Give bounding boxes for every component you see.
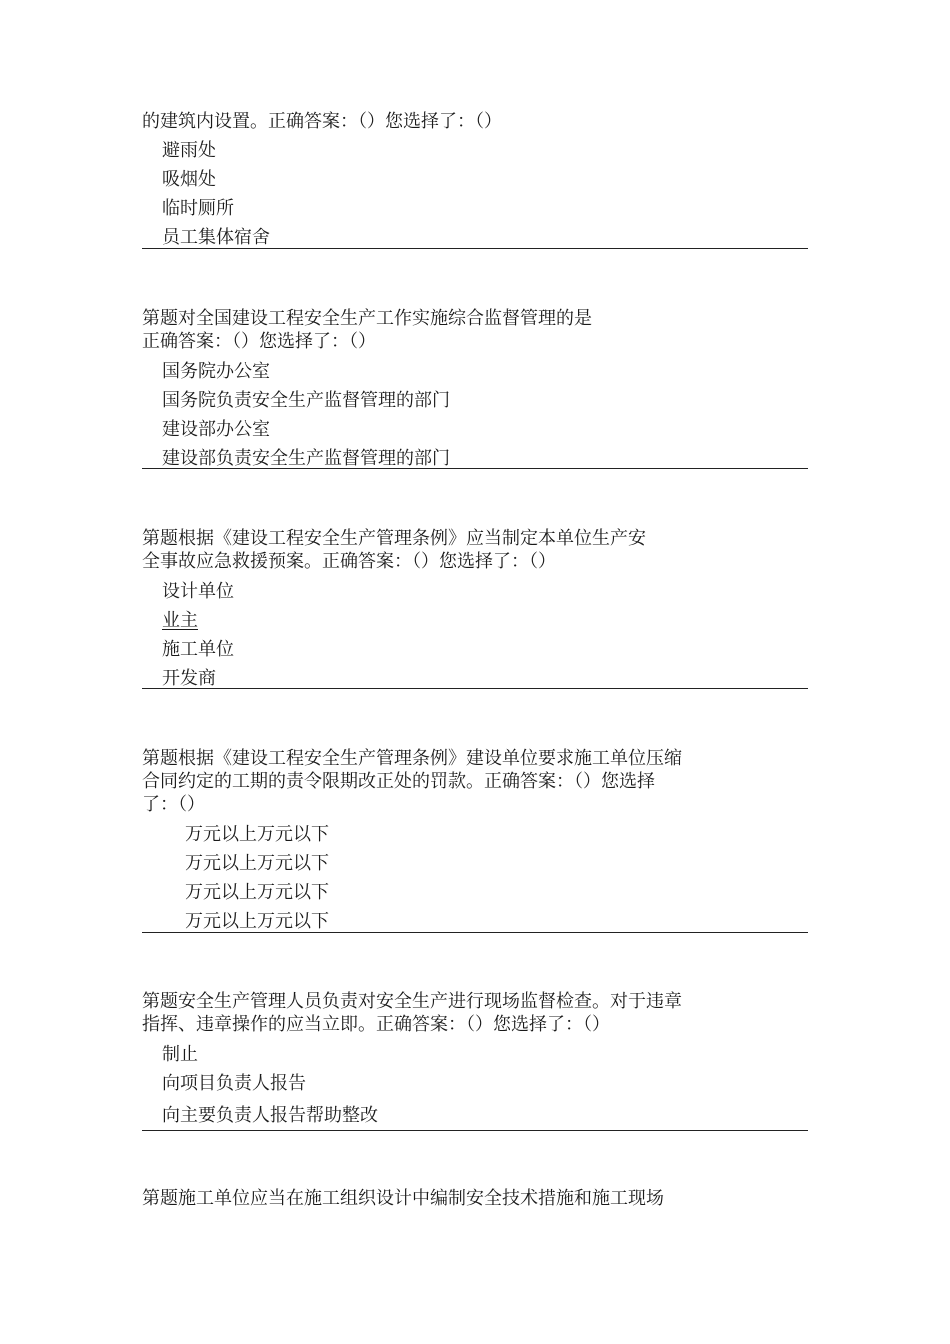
question-text: 第题根据《建设工程安全生产管理条例》应当制定本单位生产安: [142, 528, 646, 549]
question-text: 第题安全生产管理人员负责对安全生产进行现场监督检查。对于违章: [142, 991, 682, 1012]
option-d[interactable]: 建设部负责安全生产监督管理的部门: [162, 448, 450, 469]
question-text: 第题施工单位应当在施工组织设计中编制安全技术措施和施工现场: [142, 1188, 664, 1209]
divider: [142, 468, 808, 469]
option-d[interactable]: 员工集体宿舍: [162, 227, 270, 248]
question-text: 了：（）: [142, 794, 205, 815]
question-text: 第题根据《建设工程安全生产管理条例》建设单位要求施工单位压缩: [142, 748, 682, 769]
option-c[interactable]: 施工单位: [162, 639, 234, 660]
option-b[interactable]: 业主: [162, 610, 198, 631]
option-a[interactable]: 制止: [162, 1044, 198, 1065]
option-a[interactable]: 避雨处: [162, 140, 216, 161]
question-text: 合同约定的工期的责令限期改正处的罚款。正确答案：（）您选择: [142, 771, 655, 792]
divider: [142, 932, 808, 933]
option-a[interactable]: 万元以上万元以下: [185, 824, 329, 845]
option-c[interactable]: 临时厕所: [162, 198, 234, 219]
option-b[interactable]: 吸烟处: [162, 169, 216, 190]
option-a[interactable]: 设计单位: [162, 581, 234, 602]
option-c[interactable]: 向主要负责人报告帮助整改: [162, 1105, 378, 1126]
option-c[interactable]: 建设部办公室: [162, 419, 270, 440]
option-c[interactable]: 万元以上万元以下: [185, 882, 329, 903]
option-b[interactable]: 向项目负责人报告: [162, 1073, 306, 1094]
option-d[interactable]: 万元以上万元以下: [185, 911, 329, 932]
option-d[interactable]: 开发商: [162, 668, 216, 689]
option-a[interactable]: 国务院办公室: [162, 361, 270, 382]
divider: [142, 1130, 808, 1131]
question-text: 第题对全国建设工程安全生产工作实施综合监督管理的是: [142, 308, 592, 329]
question-text: 全事故应急救援预案。正确答案：（）您选择了：（）: [142, 551, 556, 572]
question-text: 正确答案：（）您选择了：（）: [142, 331, 376, 352]
divider: [142, 688, 808, 689]
divider: [142, 248, 808, 249]
question-text: 指挥、违章操作的应当立即。正确答案：（）您选择了：（）: [142, 1014, 610, 1035]
option-b[interactable]: 万元以上万元以下: [185, 853, 329, 874]
option-b[interactable]: 国务院负责安全生产监督管理的部门: [162, 390, 450, 411]
question-text: 的建筑内设置。正确答案：（）您选择了：（）: [142, 111, 502, 132]
